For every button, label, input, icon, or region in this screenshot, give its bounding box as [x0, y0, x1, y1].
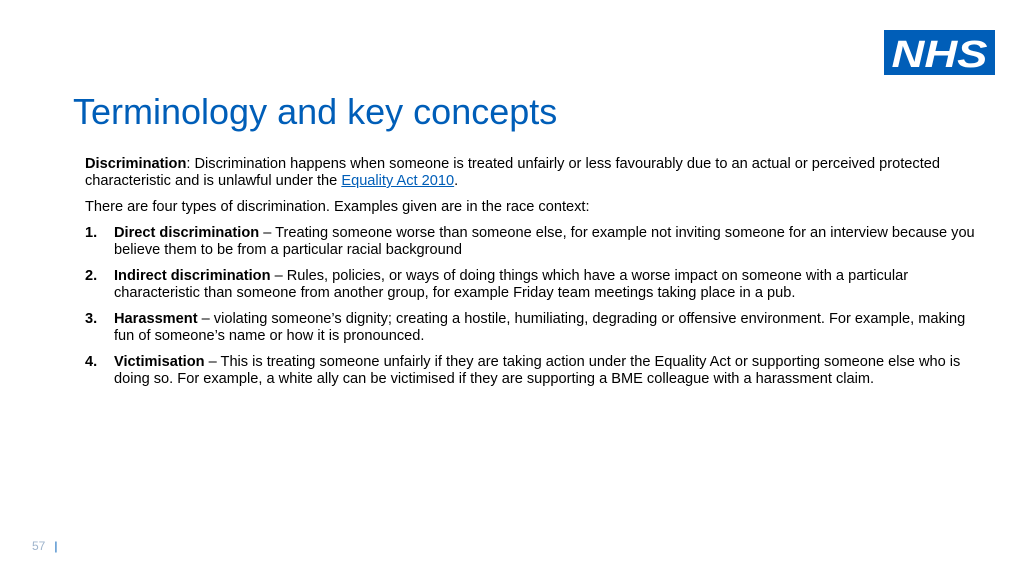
list-item-harassment: [85, 311, 975, 345]
nhs-logo: [884, 30, 995, 75]
list-item-term: Direct discrimination: [114, 225, 260, 241]
definition-paragraph: [85, 156, 975, 190]
list-item-description: – Treating someone worse than someone else, for example not inviting someone for an interview because you believe them to be from a particular racial background: [114, 225, 975, 258]
definition-text: : Discrimination happens when someone is treated unfairly or less favourably due to an actual or perceived protected characteristic and is unlawful under the: [85, 156, 940, 189]
list-number: 3.: [85, 311, 98, 327]
slide-footer: [32, 539, 57, 553]
svg-text:NHS: NHS: [891, 34, 988, 75]
list-number: 4.: [85, 354, 98, 370]
equality-act-link[interactable]: Equality Act 2010: [341, 173, 455, 189]
definition-term: Discrimination: [85, 156, 187, 172]
list-item-description: – This is treating someone unfairly if they are taking action under the Equality Act or supporting someone else who is doing so. For example, a white ally can be victimised if they are supporting a BME colleague with a harassment claim.: [114, 354, 961, 387]
page-number: 57: [32, 539, 46, 553]
intro-paragraph: There are four types of discrimination. Examples given are in the race context:: [85, 199, 590, 215]
list-item-indirect-discrimination: [85, 268, 975, 302]
list-item-term: Indirect discrimination: [114, 268, 271, 284]
list-item-term: Harassment: [114, 311, 198, 327]
list-number: 2.: [85, 268, 98, 284]
list-item-victimisation: [85, 354, 975, 388]
list-item-term: Victimisation: [114, 354, 205, 370]
footer-separator: |: [54, 539, 58, 553]
slide-content: [85, 156, 975, 397]
discrimination-types-list: [85, 225, 975, 388]
list-number: 1.: [85, 225, 98, 241]
page-title: Terminology and key concepts: [73, 91, 558, 132]
list-item-description: – Rules, policies, or ways of doing things which have a worse impact on someone with a particular characteristic than someone from another group, for example Friday team meetings taking place in a pub.: [114, 268, 909, 301]
list-item-direct-discrimination: [85, 225, 975, 259]
definition-text-end: .: [454, 173, 459, 189]
list-item-description: – violating someone’s dignity; creating a hostile, humiliating, degrading or offensive environment. For example, making fun of someone’s name or how it is pronounced.: [114, 311, 966, 344]
